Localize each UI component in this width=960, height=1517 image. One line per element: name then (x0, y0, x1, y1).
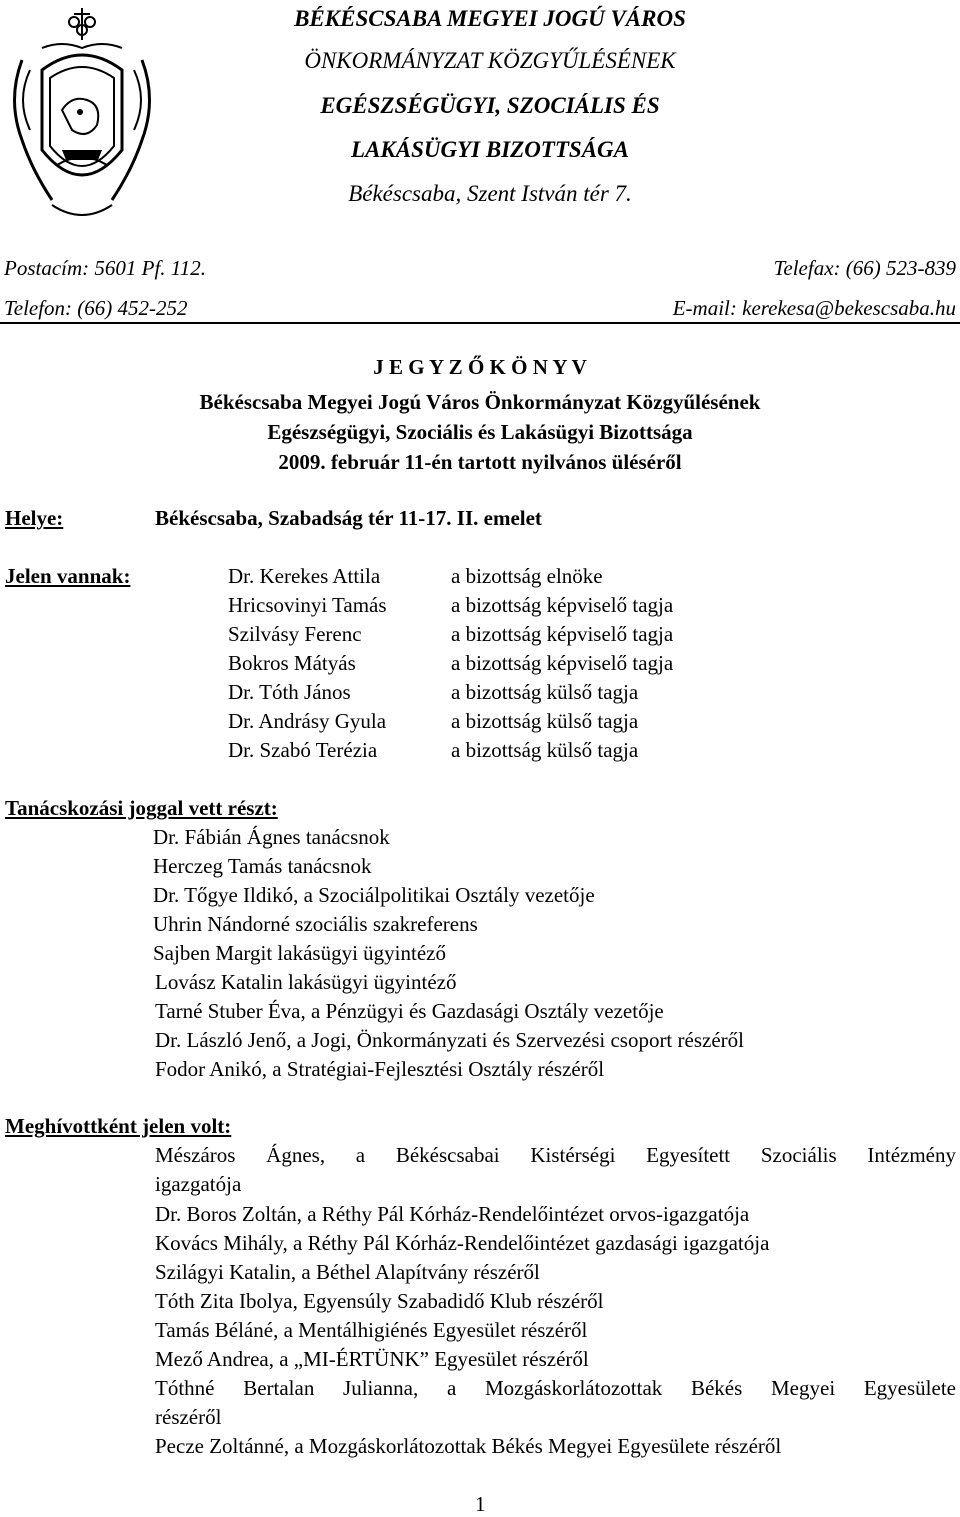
invited-item: Mező Andrea, a „MI-ÉRTÜNK” Egyesület részéről (155, 1347, 589, 1371)
advisory-item: Herczeg Tamás tanácsnok (153, 854, 372, 878)
member-role: a bizottság képviselő tagja (451, 593, 674, 617)
email: E-mail: kerekesa@bekescsaba.hu (672, 296, 956, 320)
member-name: Hricsovinyi Tamás (228, 593, 387, 617)
page-number: 1 (475, 1492, 486, 1516)
advisory-item: Dr. László Jenő, a Jogi, Önkormányzati és Szervezési csoport részéről (155, 1028, 744, 1052)
member-name: Dr. Szabó Terézia (228, 738, 378, 762)
invited-item-continuation: igazgatója (155, 1172, 242, 1196)
advisory-item: Dr. Tőgye Ildikó, a Szociálpolitikai Osztály vezetője (153, 883, 595, 907)
telefax: Telefax: (66) 523-839 (773, 256, 956, 280)
advisory-label: Tanácskozási joggal vett részt: (5, 796, 278, 820)
invited-label: Meghívottként jelen volt: (5, 1114, 232, 1138)
advisory-item: Uhrin Nándorné szociális szakreferens (153, 912, 478, 936)
member-name: Dr. Andrásy Gyula (228, 709, 387, 733)
member-name: Szilvásy Ferenc (228, 622, 362, 646)
invited-item: Mészáros Ágnes, a Békéscsabai Kistérségi Egyesített Szociális Intézmény (155, 1143, 956, 1167)
member-role: a bizottság külső tagja (451, 709, 639, 733)
invited-item: Kovács Mihály, a Réthy Pál Kórház-Rendelőintézet gazdasági igazgatója (155, 1231, 770, 1255)
postal-address: Postacím: 5601 Pf. 112. (4, 256, 207, 280)
advisory-item: Dr. Fábián Ágnes tanácsnok (153, 825, 390, 849)
advisory-item: Tarné Stuber Éva, a Pénzügyi és Gazdasági Osztály vezetője (155, 999, 664, 1023)
invited-item: Tóth Zita Ibolya, Egyensúly Szabadidő Klub részéről (155, 1289, 604, 1313)
invited-item: Tóthné Bertalan Julianna, a Mozgáskorlátozottak Békés Megyei Egyesülete (155, 1376, 956, 1400)
member-name: Dr. Kerekes Attila (228, 564, 381, 588)
invited-item: Pecze Zoltánné, a Mozgáskorlátozottak Békés Megyei Egyesülete részéről (155, 1434, 782, 1458)
phone: Telefon: (66) 452-252 (4, 296, 188, 320)
invited-item: Szilágyi Katalin, a Béthel Alapítvány részéről (155, 1260, 540, 1284)
location-value: Békéscsaba, Szabadság tér 11-17. II. emelet (155, 506, 542, 530)
invited-item: Dr. Boros Zoltán, a Réthy Pál Kórház-Rendelőintézet orvos-igazgatója (155, 1202, 750, 1226)
invited-item-continuation: részéről (155, 1405, 222, 1429)
member-role: a bizottság képviselő tagja (451, 622, 674, 646)
advisory-item: Fodor Anikó, a Stratégiai-Fejlesztési Osztály részéről (155, 1057, 605, 1081)
member-role: a bizottság külső tagja (451, 738, 639, 762)
member-name: Dr. Tóth János (228, 680, 351, 704)
header-title-committee-2: LAKÁSÜGYI BIZOTTSÁGA (351, 137, 629, 162)
header-address: Békéscsaba, Szent István tér 7. (348, 181, 632, 206)
document-title: J E G Y Z Ő K Ö N Y V (373, 355, 587, 379)
location-label: Helye: (5, 506, 64, 530)
member-role: a bizottság képviselő tagja (451, 651, 674, 675)
header-title-council: ÖNKORMÁNYZAT KÖZGYŰLÉSÉNEK (304, 48, 676, 73)
member-name: Bokros Mátyás (228, 651, 356, 675)
title-line-2: Egészségügyi, Szociális és Lakásügyi Bizottsága (267, 420, 693, 444)
invited-item: Tamás Béláné, a Mentálhigiénés Egyesület részéről (155, 1318, 588, 1342)
advisory-item: Sajben Margit lakásügyi ügyintéző (153, 941, 446, 965)
member-role: a bizottság elnöke (451, 564, 603, 588)
coat-of-arms-emblem (2, 0, 162, 240)
present-label: Jelen vannak: (5, 564, 131, 588)
title-line-3: 2009. február 11-én tartott nyilvános üléséről (278, 450, 682, 474)
advisory-item: Lovász Katalin lakásügyi ügyintéző (155, 970, 457, 994)
member-role: a bizottság külső tagja (451, 680, 639, 704)
header-title-city: BÉKÉSCSABA MEGYEI JOGÚ VÁROS (294, 6, 686, 31)
header-divider (0, 322, 960, 324)
header-title-committee: EGÉSZSÉGÜGYI, SZOCIÁLIS ÉS (320, 93, 660, 118)
title-line-1: Békéscsaba Megyei Jogú Város Önkormányzat Közgyűlésének (199, 390, 761, 414)
